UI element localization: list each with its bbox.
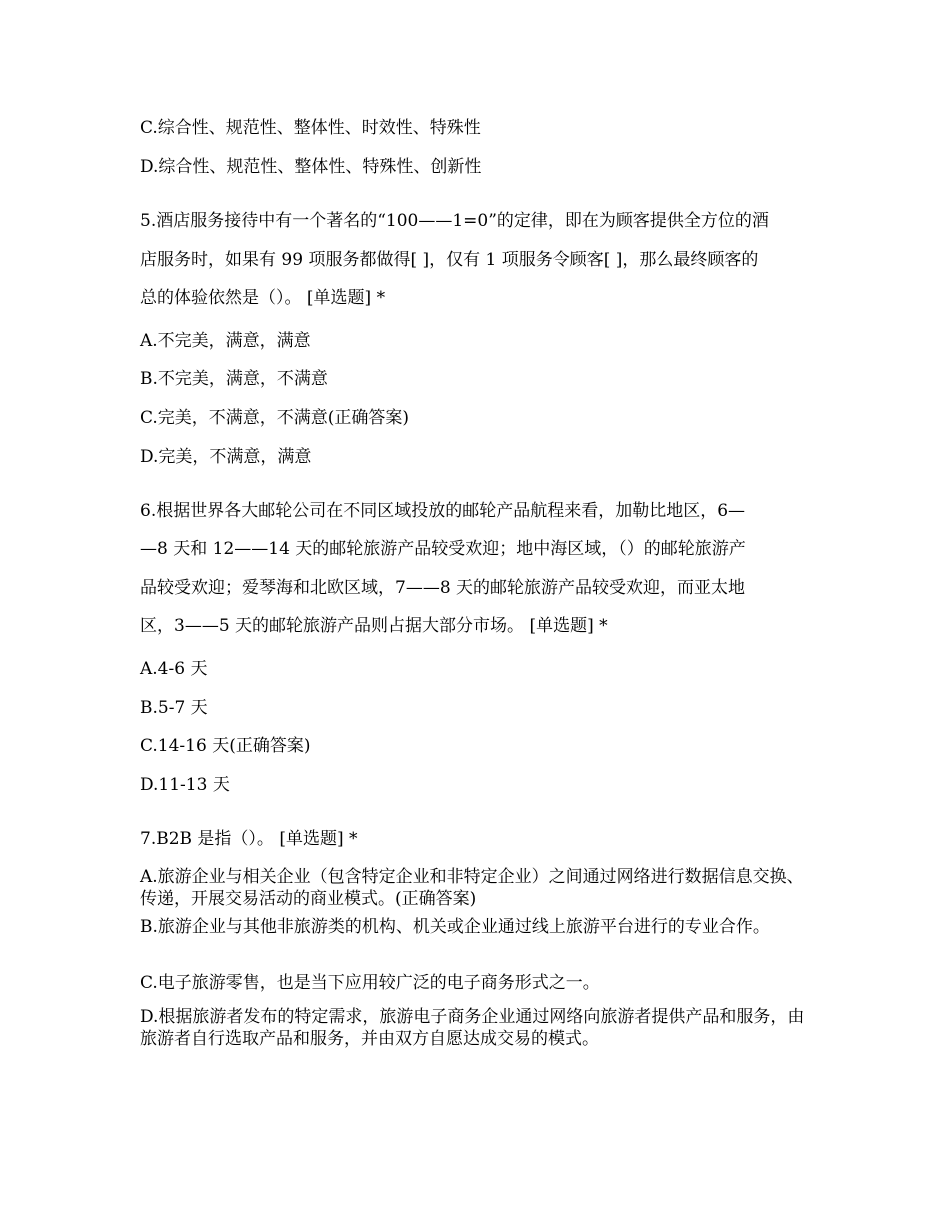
q5-option-d: D.完美，不满意，满意 bbox=[140, 447, 312, 467]
q7-stem: 7.B2B 是指（）。 [单选题] * bbox=[140, 829, 358, 849]
q6-stem-line-3: 品较受欢迎；爱琴海和北欧区域，7——8 天的邮轮旅游产品较受欢迎，而亚太地 bbox=[140, 578, 746, 598]
q7-option-c: C.电子旅游零售，也是当下应用较广泛的电子商务形式之一。 bbox=[140, 973, 600, 993]
q6-stem-line-4: 区，3——5 天的邮轮旅游产品则占据大部分市场。 [单选题] * bbox=[140, 616, 608, 636]
q6-option-d: D.11-13 天 bbox=[140, 775, 230, 795]
q5-option-b: B.不完美，满意，不满意 bbox=[140, 369, 328, 389]
q6-option-b: B.5-7 天 bbox=[140, 698, 208, 718]
q5-option-a: A.不完美，满意，满意 bbox=[140, 331, 311, 351]
q6-stem-line-2: —8 天和 12——14 天的邮轮旅游产品较受欢迎；地中海区域，（）的邮轮旅游产 bbox=[140, 539, 746, 559]
q6-option-a: A.4-6 天 bbox=[140, 659, 208, 679]
q4-option-c: C.综合性、规范性、整体性、时效性、特殊性 bbox=[140, 118, 481, 138]
q7-option-a: A.旅游企业与相关企业（包含特定企业和非特定企业）之间通过网络进行数据信息交换、 传递，开展交易活动的商业模式。(正确答案) bbox=[140, 867, 804, 909]
q4-option-d: D.综合性、规范性、整体性、特殊性、创新性 bbox=[140, 157, 482, 177]
q7-option-b: B.旅游企业与其他非旅游类的机构、机关或企业通过线上旅游平台进行的专业合作。 bbox=[140, 917, 770, 937]
q5-stem-line-3: 总的体验依然是（）。 [单选题] * bbox=[140, 288, 386, 308]
q6-option-c: C.14-16 天(正确答案) bbox=[140, 736, 311, 756]
q5-stem-line-1: 5.酒店服务接待中有一个著名的“100——1=0”的定律，即在为顾客提供全方位的酒 bbox=[140, 211, 769, 231]
q7-option-d: D.根据旅游者发布的特定需求，旅游电子商务企业通过网络向旅游者提供产品和服务，由 旅游者自行选取产品和服务，并由双方自愿达成交易的模式。 bbox=[140, 1007, 805, 1049]
q6-stem-line-1: 6.根据世界各大邮轮公司在不同区域投放的邮轮产品航程来看，加勒比地区，6— bbox=[140, 501, 746, 521]
q5-option-c: C.完美，不满意，不满意(正确答案) bbox=[140, 408, 410, 428]
q5-stem-line-2: 店服务时，如果有 99 项服务都做得[ ]，仅有 1 项服务令顾客[ ]，那么最终顾客的 bbox=[140, 250, 759, 270]
